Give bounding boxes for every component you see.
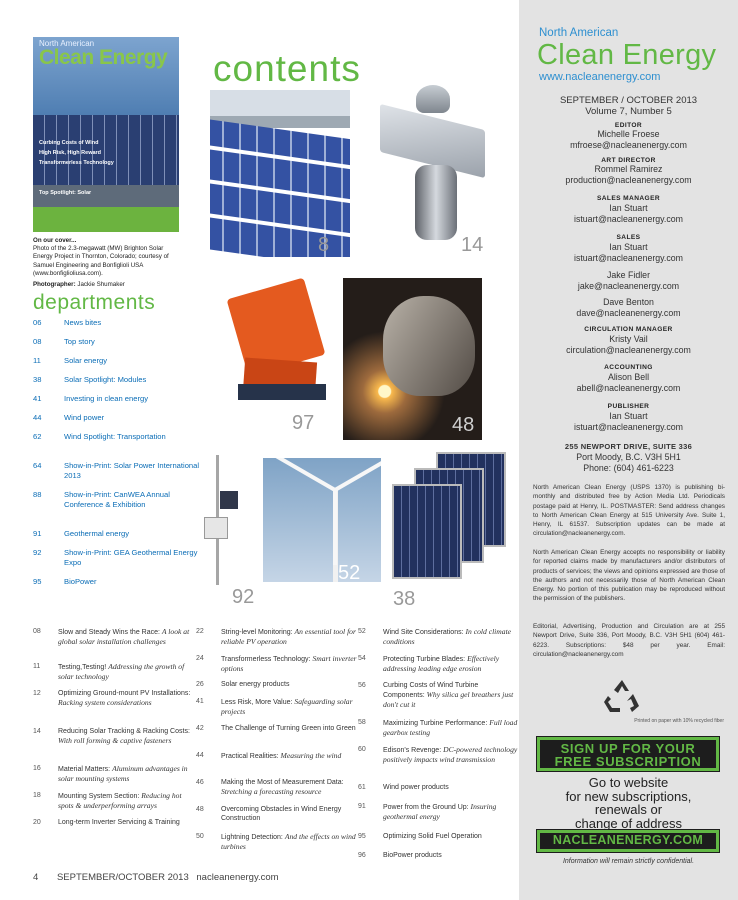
staff-name: Jake Fidler — [606, 270, 651, 280]
contact-notice: Editorial, Advertising, Production and Circulation are at 255 Newport Drive, Suite 336, Port Moody, B.C. V3H 5H1 (604) 461-6223. Subscriptions: $48 per year. Email: circulation@nacleanenergy.com — [533, 623, 725, 658]
weather-station-photo — [198, 455, 260, 605]
staff-name: Ian Stuart — [609, 411, 648, 421]
subscription-banner[interactable] — [537, 737, 719, 771]
footer-issue: SEPTEMBER/OCTOBER 2013 — [56, 872, 189, 883]
staff-role: ART DIRECTOR — [601, 157, 656, 164]
staff-name: Ian Stuart — [609, 203, 648, 213]
staff-email[interactable]: istuart@nacleanenergy.com — [573, 422, 683, 432]
signup-line-2: FREE SUBSCRIPTION — [554, 754, 702, 769]
printed-note: Printed on paper with 10% recycled fiber — [634, 718, 724, 724]
staff-role: SALES MANAGER — [596, 195, 661, 202]
issue-volume: Volume 7, Number 5 — [585, 106, 672, 117]
footer-site[interactable]: nacleanenergy.com — [196, 872, 279, 883]
page-number: 4 — [33, 872, 39, 883]
website-button[interactable]: NACLEANENERGY.COM — [537, 830, 719, 852]
shredder-machine-photo — [224, 272, 334, 412]
masthead-sidebar — [519, 0, 738, 900]
signup-line-1: SIGN UP FOR YOUR — [560, 741, 696, 756]
staff-email[interactable]: dave@nacleanenergy.com — [576, 308, 681, 318]
publisher-address: 255 NEWPORT DRIVE, SUITE 336 — [564, 442, 693, 451]
photographer-label: Photographer: — [33, 281, 76, 288]
solar-modules-photo — [392, 452, 510, 592]
staff-role: ACCOUNTING — [604, 364, 653, 371]
cover-masthead: North American — [39, 39, 95, 48]
photo-page-number: 38 — [393, 588, 416, 610]
staff-email[interactable]: production@nacleanenergy.com — [565, 175, 692, 185]
publisher-city: Port Moody, B.C. V3H 5H1 — [576, 452, 681, 462]
publication-notice: North American Clean Energy (USPS 1370) is publishing bi-monthly and distributed free by Action Media Ltd. Periodicals postage paid at Henry, IL. POSTMASTER: Send address changes to North American Clean Energy at 515 University Ave. Suite 1, Henry, IL 61537. Subscription updates can be made at circulation@nacleanenergy.com. — [533, 484, 725, 538]
contents-title: contents — [213, 48, 361, 89]
staff-name: Michelle Froese — [597, 129, 660, 139]
recycle-icon — [602, 678, 642, 716]
cover-line: Curbing Costs of Wind — [39, 140, 99, 146]
cover-title: Clean Energy — [39, 46, 168, 69]
staff-name: Alison Bell — [607, 372, 650, 382]
subscribe-instructions: Go to website for new subscriptions, renewals or change of address — [565, 775, 692, 831]
solar-panels-photo — [210, 90, 350, 257]
staff-name: Ian Stuart — [609, 242, 648, 252]
photo-page-number: 92 — [232, 586, 255, 608]
staff-name: Rommel Ramirez — [594, 164, 663, 174]
staff-email[interactable]: circulation@nacleanenergy.com — [566, 345, 691, 355]
cover-line: High Risk, High Reward — [39, 150, 102, 156]
staff-email[interactable]: mfroese@nacleanenergy.com — [570, 140, 687, 150]
staff-name: Dave Benton — [603, 297, 654, 307]
cover-caption-lead: On our cover... — [33, 237, 77, 244]
issue-date: SEPTEMBER / OCTOBER 2013 — [559, 95, 698, 106]
wind-turbine-photo — [263, 458, 381, 582]
photographer-credit — [33, 281, 125, 288]
masthead-north-american: North American — [539, 27, 619, 39]
masthead-url[interactable]: www.nacleanenergy.com — [539, 71, 661, 83]
photo-page-number: 52 — [338, 562, 361, 584]
photo-page-number: 97 — [292, 412, 315, 434]
staff-role: SALES — [616, 234, 641, 241]
cover-caption-text: Photo of the 2.3-megawatt (MW) Brighton Solar Energy Project in Thornton, Colorado; courtesy of Samuel Engineering and Bonfiglioli USA (www.bonfiglioliusa.com). — [33, 245, 169, 277]
confidential-note: Information will remain strictly confidential. — [562, 858, 695, 865]
departments-title: departments — [33, 291, 156, 314]
staff-role: PUBLISHER — [607, 403, 650, 410]
masthead-logo: Clean Energy — [537, 39, 717, 71]
cover-line: Transformerless Technology — [39, 160, 114, 166]
photo-page-number: 48 — [452, 414, 475, 436]
staff-email[interactable]: abell@nacleanenergy.com — [576, 383, 681, 393]
photo-page-number: 8 — [318, 234, 330, 256]
cover-caption — [33, 237, 183, 278]
staff-email[interactable]: istuart@nacleanenergy.com — [573, 253, 683, 263]
page-footer — [33, 872, 279, 883]
staff-role: EDITOR — [614, 122, 643, 129]
staff-role: CIRCULATION MANAGER — [584, 326, 673, 333]
staff-name: Kristy Vail — [609, 334, 648, 344]
photo-page-number: 14 — [461, 234, 484, 256]
cover-image — [33, 37, 179, 232]
photographer-name: Jackie Shumaker — [77, 281, 125, 288]
staff-email[interactable]: istuart@nacleanenergy.com — [573, 214, 683, 224]
liability-notice: North American Clean Energy accepts no responsibility or liability for reported claims made by manufacturers and/or distributors of products of services; the views and opinions expressed are those of the authors and not necessarily those of North American Clean Energy. No portion of this publication may be reproduced without the permission of the publishers. — [533, 549, 725, 603]
staff-email[interactable]: jake@nacleanenergy.com — [577, 281, 680, 291]
cover-line: Top Spotlight: Solar — [39, 190, 92, 196]
publisher-phone: Phone: (604) 461-6223 — [583, 463, 674, 473]
